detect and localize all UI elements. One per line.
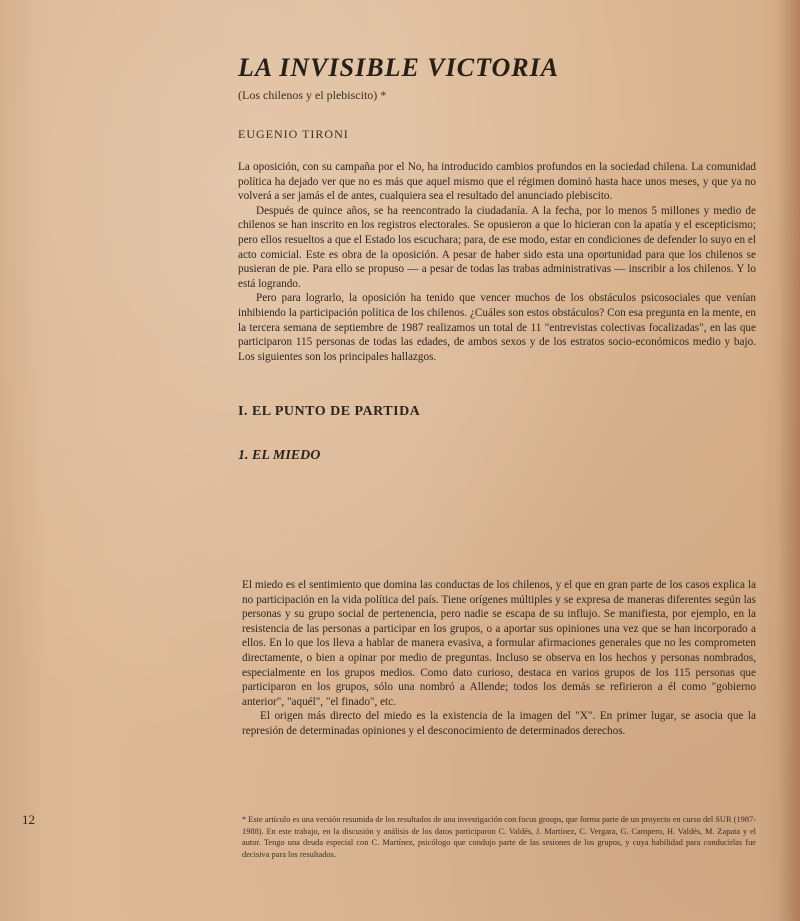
article-header-column	[238, 52, 756, 494]
article-subtitle: (Los chilenos y el plebiscito) *	[238, 88, 387, 102]
body-block	[242, 578, 756, 739]
footnote: * Este artículo es una versión resumida de los resultados de una investigación con focus groups, que forma parte de un proyecto en curso del SUR (1987-1988). En este trabajo, en la discusión y análisis de los datos participaron C. Valdés, J. Martínez, C. Vergara, G. Campero, H. Valdés, M. Zapata y el autor. Tengo una deuda especial con C. Martínez, psicólogo que condujo parte de las sesiones de los grupos, y cuya habilidad para conducirlas fue decisiva para los resultados.	[242, 815, 756, 859]
page-number: 12	[22, 812, 35, 827]
body-paragraph-2: El origen más directo del miedo es la existencia de la imagen del "X". En primer lugar, se asocia que la represión de determinadas opiniones y el desconocimiento de determinados derechos.	[242, 710, 756, 737]
intro-block	[238, 160, 756, 364]
article-title: LA INVISIBLE VICTORIA	[238, 53, 560, 82]
author-name: EUGENIO TIRONI	[238, 127, 349, 141]
section-heading: I. EL PUNTO DE PARTIDA	[238, 404, 421, 420]
body-paragraph-1: El miedo es el sentimiento que domina las conductas de los chilenos, y el que en gran parte de los casos explica la no participación en la vida política del país. Tiene orígenes múltiples y se expresa de maneras diferentes según las personas y su grupo social de pertenencia, pero nadie se escapa de su influjo. Se manifiesta, por ejemplo, en la resistencia de las personas a participar en los grupos, o a aportar sus opiniones una vez que se han incorporado a ellos. En lo que los lleva a hablar de manera evasiva, a formular afirmaciones generales que no les comprometen directamente, o bien a opinar por medio de preguntas. Incluso se observa en los hechos y personas nombrados, especialmente en los grupos medios. Como dato curioso, destaca en varios grupos de los 115 personas que participaron en los grupos, sólo una nombró a Allende; todos los demás se refirieron a él como "gobierno anterior", "aquél", "el finado", etc.	[242, 579, 756, 708]
intro-paragraph-1: La oposición, con su campaña por el No, ha introducido cambios profundos en la sociedad chilena. La comunidad política ha dejado ver que no es más que aquel mismo que el régimen dominó hasta hace unos meses, y que ya no volverá a ser jamás el de antes, cualquiera sea el resultado del anunciado plebiscito.	[238, 161, 756, 203]
intro-paragraph-3: Pero para lograrlo, la oposición ha tenido que vencer muchos de los obstáculos psicosociales que venían inhibiendo la participación política de los chilenos. ¿Cuáles son estos obstáculos? Con esa pregunta en la mente, en la tercera semana de septiembre de 1987 realizamos un total de 11 "entrevistas colectivas focalizadas", en las que participaron 115 personas de todas las edades, de ambos sexos y de los estratos socio-económicos medio y bajo. Los siguientes son los principales hallazgos.	[238, 292, 756, 363]
intro-paragraph-2: Después de quince años, se ha reencontrado la ciudadanía. A la fecha, por lo menos 5 millones y medio de chilenos se han inscrito en los registros electorales. Se opusieron a que lo hicieran con la apatía y el escepticismo; pero ellos resueltos a que el Estado los escuchara; para, de ese modo, estar en condiciones de defender lo suyo en el acto comicial. Este es obra de la oposición. A pesar de haber sido esta una oportunidad para que los chilenos se pusieran de pie. Para ello se propuso — a pesar de todas las trabas administrativas — inscribir a los chilenos. Y lo está logrando.	[238, 204, 756, 290]
page-edge-shadow	[778, 0, 800, 921]
subsection-heading: 1. EL MIEDO	[238, 448, 321, 464]
